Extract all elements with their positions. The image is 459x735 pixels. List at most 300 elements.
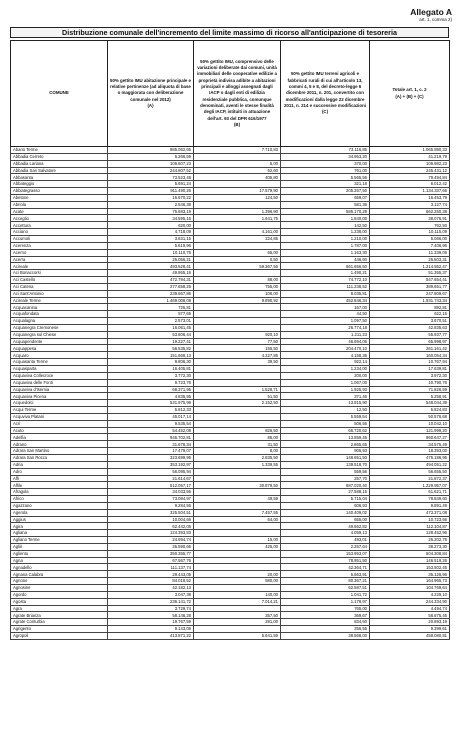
amount-cell: 493,01 [281, 537, 370, 544]
amount-cell: 585.170,29 [281, 208, 370, 215]
table-row [11, 557, 450, 564]
amount-cell: 41.219,79 [370, 153, 450, 160]
comune-name-cell: Acciano [11, 229, 108, 236]
amount-cell: 5.691,24 [108, 181, 194, 188]
amount-cell: 7.457,55 [194, 509, 281, 516]
comune-name-cell: Agosta [11, 598, 108, 605]
amount-cell: 151.668,13 [108, 352, 194, 359]
amount-cell: 4.227,85 [194, 352, 281, 359]
amount-cell: 6.012,42 [370, 181, 450, 188]
amount-cell: 49.865,16 [108, 270, 194, 277]
amount-cell: 531.975,99 [108, 400, 194, 407]
table-row [11, 612, 450, 619]
amount-cell: 922,14 [281, 359, 370, 366]
table-row [11, 537, 450, 544]
amount-cell: 458.080,81 [370, 632, 450, 639]
amount-cell: 10.110,76 [108, 249, 194, 256]
amount-cell: 325.504,51 [108, 509, 194, 516]
comune-name-cell: Agliè [11, 543, 108, 550]
amount-cell: 73.523,48 [108, 174, 194, 181]
table-row [11, 366, 450, 373]
amount-cell: 10.115,09 [370, 229, 450, 236]
comune-name-cell: Acri [11, 420, 108, 427]
comune-name-cell: Acquaro [11, 352, 108, 359]
amount-cell: 64,00 [194, 516, 281, 523]
amount-cell: 21.614,67 [108, 475, 194, 482]
comune-name-cell: Acquappesa [11, 345, 108, 352]
table-row [11, 420, 450, 427]
amount-cell [194, 420, 281, 427]
amount-cell: 85,00 [194, 434, 281, 441]
table-row [11, 222, 450, 229]
amount-cell: 16.405,81 [108, 366, 194, 373]
amount-cell [194, 407, 281, 414]
amount-cell: 59.367,56 [194, 263, 281, 270]
comune-name-cell: Accumoli [11, 235, 108, 242]
amount-cell: 74.772,10 [281, 277, 370, 284]
amount-cell: 30.879,50 [194, 482, 281, 489]
amount-cell: 761,00 [281, 167, 370, 174]
table-row [11, 543, 450, 550]
amount-cell: 31.678,34 [108, 441, 194, 448]
amount-cell: 58.148,28 [108, 612, 194, 619]
table-row [11, 208, 450, 215]
amount-cell: 762,50 [370, 222, 450, 229]
amount-cell: 6.266,59 [108, 153, 194, 160]
amount-cell: 1.210,00 [281, 235, 370, 242]
amount-cell: 66.720,62 [281, 427, 370, 434]
amount-cell: 13.859,46 [281, 434, 370, 441]
document-title: Distribuzione comunale dell'incremento del limite massimo di ricorso all'anticipazione di tesoreria [10, 27, 449, 38]
table-row [11, 585, 450, 592]
comune-name-cell: Acqualagna [11, 318, 108, 325]
comune-name-cell: Afragola [11, 489, 108, 496]
table-row [11, 571, 450, 578]
amount-cell: 4.161,00 [194, 229, 281, 236]
table-row [11, 229, 450, 236]
comune-name-cell: Agnadello [11, 564, 108, 571]
table-row [11, 407, 450, 414]
amount-cell: 405,80 [194, 174, 281, 181]
table-body [11, 147, 450, 640]
amount-cell: 167,00 [281, 304, 370, 311]
amount-cell: 9.399,61 [370, 626, 450, 633]
table-row [11, 482, 450, 489]
column-header-1 [108, 41, 194, 147]
amount-cell: 369,67 [281, 612, 370, 619]
amount-cell: 4.835,95 [108, 393, 194, 400]
amount-cell: 42.364,71 [281, 564, 370, 571]
amount-cell: 9.535,54 [108, 420, 194, 427]
amount-cell: 446,60 [281, 256, 370, 263]
amount-cell: 834,60 [281, 619, 370, 626]
amount-cell: 38.076,91 [370, 215, 450, 222]
comune-name-cell: Adria [11, 461, 108, 468]
amount-cell [194, 311, 281, 318]
column-header-label: 50% gettito IMU abitazione principale e relative pertinenze (ad aliquota di base o maggiorata con deliberazione comunale nel 2012) [110, 77, 191, 102]
amount-cell: 493.528,41 [108, 263, 194, 270]
table-row [11, 578, 450, 585]
amount-cell: 2.573,01 [108, 318, 194, 325]
amount-cell: 9.891,49 [370, 502, 450, 509]
amount-cell [194, 564, 281, 571]
comune-name-cell: Abbiategrasso [11, 188, 108, 195]
table-row [11, 242, 450, 249]
amount-cell: 413.871,22 [108, 632, 194, 639]
amount-cell: 29.443,05 [108, 571, 194, 578]
amount-cell: 357,50 [194, 612, 281, 619]
comune-name-cell: Abano Terme [11, 147, 108, 154]
amount-cell: 1.787,00 [281, 242, 370, 249]
amount-cell: 11.339,06 [370, 249, 450, 256]
amount-cell: 146.519,26 [370, 557, 450, 564]
amount-cell: 9.723,76 [108, 379, 194, 386]
amount-cell: 5.715,04 [281, 496, 370, 503]
amount-cell: 2.257,64 [281, 543, 370, 550]
amount-cell: 261.161,42 [370, 345, 450, 352]
amount-cell: 5.663,91 [281, 571, 370, 578]
amount-cell: 244.334,90 [370, 598, 450, 605]
amount-cell: 291,00 [194, 619, 281, 626]
amount-cell: 3.127,74 [370, 201, 450, 208]
amount-cell: 1.163,30 [281, 249, 370, 256]
amount-cell [194, 585, 281, 592]
amount-cell: 38.273,30 [370, 543, 450, 550]
amount-cell: 4.158,36 [281, 352, 370, 359]
amount-cell: 73.084,97 [108, 496, 194, 503]
table-row [11, 619, 450, 626]
amount-cell: 506,56 [281, 420, 370, 427]
column-header-formula: (B) [233, 121, 241, 127]
table-row [11, 454, 450, 461]
amount-cell: 142,50 [281, 222, 370, 229]
amount-cell: 9.806,30 [108, 359, 194, 366]
amount-cell: 4.229,10 [370, 591, 450, 598]
amount-cell: 49,59 [194, 496, 281, 503]
table-row [11, 632, 450, 639]
amount-cell: 687.020,40 [281, 482, 370, 489]
amount-cell: 7.406,96 [370, 242, 450, 249]
column-header-4 [370, 41, 450, 147]
amount-cell: 1.641,75 [194, 215, 281, 222]
table-row [11, 530, 450, 537]
table-row [11, 318, 450, 325]
comune-name-cell: Affile [11, 482, 108, 489]
amount-cell: 9.284,56 [108, 502, 194, 509]
table-row [11, 461, 450, 468]
table-row [11, 441, 450, 448]
amount-cell: 389.651,77 [370, 283, 450, 290]
amount-cell: 725,81 [108, 304, 194, 311]
amount-cell: 1.925,93 [281, 386, 370, 393]
amount-cell: 62,60 [194, 167, 281, 174]
amount-cell: 1.097,50 [281, 318, 370, 325]
amount-cell: 10.723,66 [370, 516, 450, 523]
amount-cell: 153.502,45 [370, 564, 450, 571]
amount-cell: 1.396,90 [194, 208, 281, 215]
comune-name-cell: Agira [11, 523, 108, 530]
amount-cell [194, 324, 281, 331]
amount-cell: 224,85 [194, 235, 281, 242]
amount-cell: 7.710,83 [194, 147, 281, 154]
amount-cell: 581,36 [281, 201, 370, 208]
table-row [11, 153, 450, 160]
amount-cell: 39,50 [194, 359, 281, 366]
amount-cell: 946.702,81 [108, 434, 194, 441]
amount-cell: 920,10 [194, 331, 281, 338]
amount-cell: 10.790,76 [370, 379, 450, 386]
table-row [11, 352, 450, 359]
table-row [11, 235, 450, 242]
amount-cell: 26.774,18 [281, 324, 370, 331]
amount-cell: 10.042,10 [370, 420, 450, 427]
comune-name-cell: Agazzano [11, 502, 108, 509]
amount-cell: 62.587,51 [281, 585, 370, 592]
table-row [11, 468, 450, 475]
amount-cell: 2.835,50 [194, 454, 281, 461]
amount-cell: 277.658,25 [108, 283, 194, 290]
table-row [11, 564, 450, 571]
comune-name-cell: Aci Bonaccorsi [11, 270, 108, 277]
amount-cell: 5.812,33 [108, 407, 194, 414]
amount-cell: 124,50 [194, 194, 281, 201]
amount-cell: 75.683,19 [108, 208, 194, 215]
amount-cell: 38.568,00 [281, 632, 370, 639]
comune-name-cell: Agnosine [11, 585, 108, 592]
amount-cell: 160.054,34 [370, 352, 450, 359]
amount-cell: 140,00 [194, 591, 281, 598]
amount-cell: 577,65 [108, 311, 194, 318]
comune-name-cell: Acquanegra sul Chiese [11, 331, 108, 338]
comune-name-cell: Abetone [11, 194, 108, 201]
table-row [11, 605, 450, 612]
amount-cell: 1.067,00 [281, 379, 370, 386]
amount-cell [194, 366, 281, 373]
amount-cell: 473.371,08 [370, 509, 450, 516]
amount-cell: 45.017,14 [108, 413, 194, 420]
amount-cell: 5.559,54 [281, 413, 370, 420]
amount-cell: 128.452,96 [370, 530, 450, 537]
amount-cell: 68.371,95 [108, 386, 194, 393]
column-header-formula: (A) + (B) + (C) [395, 93, 424, 99]
column-header-formula: (C) [321, 109, 329, 115]
amount-cell: 24.694,74 [108, 537, 194, 544]
comune-name-cell: Agna [11, 557, 108, 564]
amount-cell: 548.044,39 [370, 400, 450, 407]
amount-cell: 84.018,52 [108, 578, 194, 585]
amount-cell: 111.137,74 [108, 564, 194, 571]
amount-cell: 17.639,81 [370, 366, 450, 373]
comune-name-cell: Agrigento [11, 626, 108, 633]
amount-cell: 104.769,64 [370, 585, 450, 592]
amount-cell: 78.951,50 [281, 557, 370, 564]
amount-cell: 200,00 [281, 372, 370, 379]
amount-cell [194, 502, 281, 509]
comune-name-cell: Abriola [11, 201, 108, 208]
amount-cell [194, 304, 281, 311]
comune-name-cell: Aggius [11, 516, 108, 523]
amount-cell: 475.186,95 [370, 454, 450, 461]
amount-cell: 34.595,16 [108, 215, 194, 222]
amount-cell: 1.931.743,34 [370, 297, 450, 304]
table-row [11, 523, 450, 530]
table-row [11, 311, 450, 318]
comune-name-cell: Agliana [11, 530, 108, 537]
table-row [11, 386, 450, 393]
comune-name-cell: Aci Sant'Antonio [11, 290, 108, 297]
amount-cell [194, 557, 281, 564]
amount-cell: 905,93 [281, 448, 370, 455]
amount-cell: 256,55 [281, 626, 370, 633]
table-row [11, 427, 450, 434]
amount-cell: 559,56 [281, 468, 370, 475]
amount-cell: 661.656,50 [281, 263, 370, 270]
comune-name-cell: Aci Catena [11, 283, 108, 290]
amount-cell: 204.470,10 [281, 345, 370, 352]
amount-cell: 2.546,38 [108, 201, 194, 208]
table-row [11, 270, 450, 277]
amount-cell: 2.152,50 [194, 400, 281, 407]
amount-cell: 4.059,13 [281, 530, 370, 537]
amount-cell: 1.234,00 [281, 366, 370, 373]
distribution-table [10, 40, 450, 640]
comune-name-cell: Acuto [11, 427, 108, 434]
table-row [11, 509, 450, 516]
amount-cell [194, 318, 281, 325]
comune-name-cell: Acquapendente [11, 338, 108, 345]
amount-cell: 239.667,86 [108, 290, 194, 297]
comune-name-cell: Abbadia Cerreto [11, 153, 108, 160]
table-row [11, 331, 450, 338]
comune-name-cell: Acquasanta Terme [11, 359, 108, 366]
amount-cell [194, 181, 281, 188]
amount-cell [194, 468, 281, 475]
amount-cell: 205.267,50 [281, 188, 370, 195]
amount-cell: 16.453,79 [370, 194, 450, 201]
amount-cell: 892,81 [370, 304, 450, 311]
amount-cell: 547.654,41 [370, 277, 450, 284]
amount-cell [194, 605, 281, 612]
comune-name-cell: Agliano Terme [11, 537, 108, 544]
amount-cell: 257,70 [281, 475, 370, 482]
table-row [11, 283, 450, 290]
table-row [11, 256, 450, 263]
comune-name-cell: Agrate Brianza [11, 612, 108, 619]
table-row [11, 359, 450, 366]
amount-cell: 51,50 [194, 393, 281, 400]
amount-cell: 12,50 [281, 407, 370, 414]
amount-cell: 245.431,12 [370, 167, 450, 174]
amount-cell: 765,00 [281, 605, 370, 612]
amount-cell: 494.051,22 [370, 461, 450, 468]
amount-cell: 25.056,21 [108, 256, 194, 263]
comune-name-cell: Adro [11, 468, 108, 475]
table-row [11, 489, 450, 496]
amount-cell: 1.065.890,33 [370, 147, 450, 154]
amount-cell: 53.806,44 [108, 331, 194, 338]
amount-cell: 9.143,06 [108, 626, 194, 633]
amount-cell: 112.104,87 [370, 523, 450, 530]
amount-cell: 3.729,74 [108, 605, 194, 612]
amount-cell: 5,00 [194, 160, 281, 167]
amount-cell: 1.041,72 [281, 591, 370, 598]
amount-cell: 155,50 [194, 345, 281, 352]
amount-cell: 44,50 [281, 311, 370, 318]
amount-cell [194, 489, 281, 496]
comune-name-cell: Africo [11, 496, 108, 503]
table-row [11, 516, 450, 523]
table-row [11, 591, 450, 598]
table-row [11, 147, 450, 154]
table-row [11, 297, 450, 304]
table-row [11, 194, 450, 201]
comune-name-cell: Acquaviva d'Isernia [11, 386, 108, 393]
amount-cell: 19.767,59 [108, 619, 194, 626]
amount-cell [194, 530, 281, 537]
amount-cell: 244.607,52 [108, 167, 194, 174]
amount-cell: 3.670,51 [370, 318, 450, 325]
amount-cell: 20,00 [194, 571, 281, 578]
comune-name-cell: Acerno [11, 249, 108, 256]
comune-name-cell: Acquaviva Picena [11, 393, 108, 400]
column-header-0 [11, 41, 108, 147]
amount-cell: 56.095,94 [108, 468, 194, 475]
amount-cell: 42.835,63 [370, 324, 450, 331]
amount-cell: 3.631,15 [108, 235, 194, 242]
amount-cell: 106.982,23 [370, 160, 450, 167]
table-row [11, 215, 450, 222]
amount-cell: 960.647,27 [370, 434, 450, 441]
amount-cell: 17.479,07 [108, 448, 194, 455]
comune-name-cell: Acceglio [11, 215, 108, 222]
table-row [11, 167, 450, 174]
column-header-label: 50% gettito IMU, comprensivo delle variazioni deliberate dai comuni, unità immobiliari delle cooperative edilizie a proprietà indivisa adibite a abitazioni principali e alloggi assegnati dagli IACP o dagli enti di edilizia residenziale pubblica, comunque denominati, aventi le stesse finalità degli IACP, istituiti in attuazione dell'art. 93 del DPR 616/1977 [196, 58, 278, 121]
amount-cell: 88,00 [194, 277, 281, 284]
comune-name-cell: Adelfia [11, 434, 108, 441]
table-row [11, 290, 450, 297]
table-row [11, 338, 450, 345]
table-row [11, 400, 450, 407]
amount-cell: 106.607,23 [108, 160, 194, 167]
amount-cell: 51.355,37 [370, 270, 450, 277]
amount-cell: 622,15 [370, 311, 450, 318]
comune-name-cell: Agerola [11, 509, 108, 516]
table-row [11, 174, 450, 181]
amount-cell: 54.452,08 [108, 427, 194, 434]
amount-cell: 655,00 [281, 516, 370, 523]
amount-cell: 25.503,31 [370, 256, 450, 263]
amount-cell: 16.061,45 [108, 324, 194, 331]
amount-cell: 42.182,13 [108, 585, 194, 592]
comune-name-cell: Agropoli [11, 632, 108, 639]
table-header-row [11, 41, 450, 147]
amount-cell: 5.565,56 [281, 174, 370, 181]
comune-name-cell: Abbasanta [11, 174, 108, 181]
amount-cell: 124.393,83 [108, 530, 194, 537]
amount-cell: 8,00 [194, 448, 281, 455]
comune-name-cell: Adrano [11, 441, 108, 448]
comune-name-cell: Aci Castello [11, 277, 108, 284]
amount-cell: 10.767,94 [370, 359, 450, 366]
table-row [11, 188, 450, 195]
amount-cell: 139.518,70 [281, 461, 370, 468]
column-header-label: COMUNE [49, 90, 69, 96]
amount-cell: 512.057,17 [108, 482, 194, 489]
comune-name-cell: Acqui Terme [11, 407, 108, 414]
amount-cell: 140.409,02 [281, 509, 370, 516]
amount-cell: 3.972,30 [370, 372, 450, 379]
amount-cell: 13.915,90 [281, 400, 370, 407]
